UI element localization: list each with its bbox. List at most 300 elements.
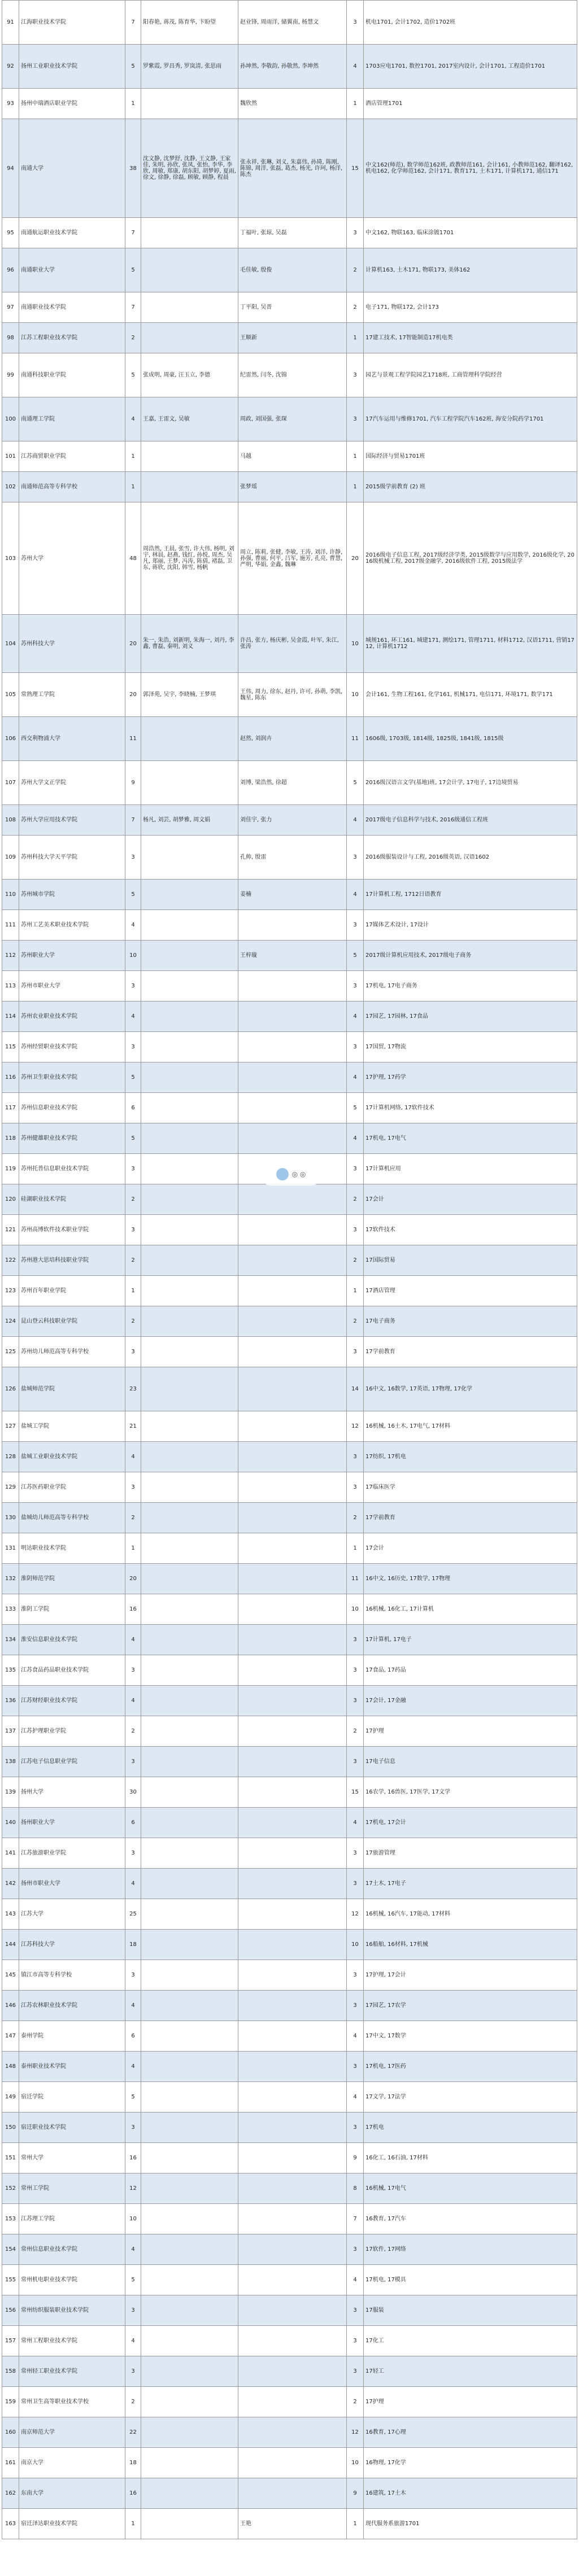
cell-students — [141, 323, 238, 353]
cell-students — [141, 1276, 238, 1306]
watermark-icon — [276, 1168, 289, 1180]
cell-count: 4 — [125, 2234, 141, 2265]
cell-school: 镇江市高等专科学校 — [19, 1960, 125, 1991]
cell-students — [141, 1930, 238, 1960]
cell-persons — [238, 2173, 347, 2204]
cell-students — [141, 1215, 238, 1245]
table-row — [2, 1564, 577, 1594]
cell-students — [141, 1184, 238, 1215]
table-row — [2, 1032, 577, 1062]
cell-persons — [238, 2417, 347, 2448]
cell-students — [141, 1245, 238, 1276]
cell-idx: 120 — [2, 1184, 19, 1215]
cell-school: 南通科技职业学院 — [19, 353, 125, 397]
cell-classes: 17学前教育 — [364, 1503, 577, 1533]
table-row — [2, 1093, 577, 1123]
table-row — [2, 1655, 577, 1686]
cell-classes: 16化工, 16石油, 17材料 — [364, 2143, 577, 2173]
cell-persons — [238, 1062, 347, 1093]
cell-persons: 丁福叶, 张琼, 吴磊 — [238, 218, 347, 248]
cell-school: 苏州大学文正学院 — [19, 761, 125, 805]
cell-idx: 130 — [2, 1503, 19, 1533]
cell-school: 西交利物浦大学 — [19, 717, 125, 761]
table-row — [2, 2417, 577, 2448]
cell-school: 淮阴工学院 — [19, 1594, 125, 1625]
cell-num2: 1 — [347, 89, 364, 119]
table-row — [2, 615, 577, 673]
cell-num2: 2 — [347, 1716, 364, 1747]
table-row — [2, 323, 577, 353]
cell-students: 周浩然, 王晨, 张雪, 许大伟, 杨明, 刘宇, 林晨, 赵燕, 钱红, 孙悦, 周杰, 吴凡, 郑丽, 王梦, 冯涛, 陈倩, 褚磊, 卫东, 蒋欣, 沈阳, 韩雪, 杨帆 — [141, 502, 238, 615]
cell-count: 5 — [125, 1062, 141, 1093]
cell-school: 硅湖职业技术学院 — [19, 1184, 125, 1215]
cell-num2: 4 — [347, 1001, 364, 1032]
cell-idx: 159 — [2, 2387, 19, 2417]
cell-count: 1 — [125, 1276, 141, 1306]
cell-num2: 3 — [347, 218, 364, 248]
watermark-glyph: ◎ ◎ — [291, 1170, 306, 1178]
cell-idx: 149 — [2, 2082, 19, 2113]
table-row — [2, 2478, 577, 2509]
cell-classes: 17中文, 17数学 — [364, 2021, 577, 2052]
cell-idx: 122 — [2, 1245, 19, 1276]
cell-persons — [238, 1655, 347, 1686]
cell-count: 3 — [125, 1032, 141, 1062]
cell-num2: 10 — [347, 1594, 364, 1625]
cell-school: 常州大学 — [19, 2143, 125, 2173]
cell-persons — [238, 1276, 347, 1306]
table-row — [2, 1930, 577, 1960]
cell-school: 江苏食品药品职业技术学院 — [19, 1655, 125, 1686]
cell-persons — [238, 1184, 347, 1215]
cell-count: 18 — [125, 2448, 141, 2478]
cell-school: 宿迁职业技术学院 — [19, 2113, 125, 2143]
cell-count: 4 — [125, 1001, 141, 1032]
cell-persons — [238, 1960, 347, 1991]
cell-count: 3 — [125, 1747, 141, 1777]
cell-persons: 张梦瑶 — [238, 472, 347, 502]
cell-school: 南通职业技术学院 — [19, 292, 125, 323]
cell-classes: 2017级计算机应用技术, 2017级电子商务 — [364, 941, 577, 971]
cell-school: 宿迁泽达职业技术学院 — [19, 2509, 125, 2539]
cell-num2: 3 — [347, 836, 364, 880]
cell-students — [141, 1808, 238, 1838]
cell-count: 16 — [125, 2478, 141, 2509]
cell-school: 苏州城市学院 — [19, 880, 125, 910]
cell-num2: 1 — [347, 2509, 364, 2539]
cell-classes: 17机电, 17电子商务 — [364, 971, 577, 1001]
cell-classes: 17软件技术 — [364, 1215, 577, 1245]
cell-count: 7 — [125, 218, 141, 248]
cell-count: 5 — [125, 248, 141, 292]
cell-idx: 146 — [2, 1991, 19, 2021]
cell-students — [141, 2326, 238, 2356]
cell-students — [141, 1899, 238, 1930]
cell-school: 南通职业大学 — [19, 248, 125, 292]
cell-classes: 17园艺, 17园林, 17食品 — [364, 1001, 577, 1032]
cell-classes: 17文学, 17法学 — [364, 2082, 577, 2113]
cell-num2: 3 — [347, 910, 364, 941]
cell-idx: 91 — [2, 1, 19, 45]
cell-num2: 10 — [347, 615, 364, 673]
cell-count: 1 — [125, 472, 141, 502]
cell-num2: 3 — [347, 971, 364, 1001]
table-row — [2, 1716, 577, 1747]
cell-school: 盐城工学院 — [19, 1411, 125, 1442]
cell-idx: 135 — [2, 1655, 19, 1686]
table-row — [2, 1686, 577, 1716]
cell-idx: 105 — [2, 673, 19, 717]
cell-persons: 姜楠 — [238, 880, 347, 910]
cell-students — [141, 2417, 238, 2448]
roster-table — [2, 0, 577, 2539]
cell-classes: 17机电, 17会计 — [364, 1808, 577, 1838]
table-row — [2, 2143, 577, 2173]
cell-classes: 17旅游管理 — [364, 1838, 577, 1869]
cell-school: 苏州托普信息职业技术学院 — [19, 1154, 125, 1184]
table-row — [2, 2082, 577, 2113]
cell-persons — [238, 1686, 347, 1716]
cell-students — [141, 2509, 238, 2539]
cell-persons — [238, 1747, 347, 1777]
cell-students — [141, 1154, 238, 1184]
table-row — [2, 836, 577, 880]
cell-school: 江苏财经职业技术学院 — [19, 1686, 125, 1716]
cell-count: 5 — [125, 1123, 141, 1154]
cell-count: 3 — [125, 971, 141, 1001]
cell-persons: 周立, 陈莉, 张健, 李敏, 王涛, 刘洋, 许静, 孙强, 曹丽, 何平, 吕军, 施芳, 孔亮, 曹慧, 严明, 华娟, 金鑫, 魏琳 — [238, 502, 347, 615]
cell-count: 4 — [125, 2052, 141, 2082]
cell-school: 江苏理工学院 — [19, 2204, 125, 2234]
cell-classes: 17会计, 17金融 — [364, 1686, 577, 1716]
table-row — [2, 2052, 577, 2082]
cell-num2: 4 — [347, 1062, 364, 1093]
cell-students — [141, 1594, 238, 1625]
table-row — [2, 1503, 577, 1533]
cell-idx: 99 — [2, 353, 19, 397]
cell-students: 朱一, 朱浩, 刘新明, 朱海一, 刘丹, 李鑫, 曹磊, 秦明, 刘义 — [141, 615, 238, 673]
cell-persons — [238, 1777, 347, 1808]
cell-idx: 148 — [2, 2052, 19, 2082]
cell-num2: 4 — [347, 2021, 364, 2052]
table-row — [2, 502, 577, 615]
cell-idx: 92 — [2, 45, 19, 89]
cell-persons — [238, 1899, 347, 1930]
cell-students — [141, 2448, 238, 2478]
cell-classes: 现代服务系旅游1701 — [364, 2509, 577, 2539]
cell-count: 9 — [125, 761, 141, 805]
cell-idx: 111 — [2, 910, 19, 941]
cell-classes: 17媒体艺术设计, 17设计 — [364, 910, 577, 941]
cell-count: 1 — [125, 441, 141, 472]
cell-idx: 102 — [2, 472, 19, 502]
cell-students — [141, 1337, 238, 1367]
cell-idx: 137 — [2, 1716, 19, 1747]
cell-idx: 126 — [2, 1367, 19, 1411]
cell-num2: 3 — [347, 1, 364, 45]
table-row — [2, 2113, 577, 2143]
cell-persons: 赵然, 刘润卉 — [238, 717, 347, 761]
cell-count: 5 — [125, 2265, 141, 2295]
table-row — [2, 441, 577, 472]
cell-idx: 107 — [2, 761, 19, 805]
cell-count: 10 — [125, 941, 141, 971]
cell-idx: 112 — [2, 941, 19, 971]
cell-persons — [238, 1367, 347, 1411]
cell-classes: 17计算机网络, 17软件技术 — [364, 1093, 577, 1123]
cell-students — [141, 836, 238, 880]
cell-count: 3 — [125, 836, 141, 880]
cell-students: 王嘉, 王雷文, 吴敏 — [141, 397, 238, 441]
cell-school: 苏州科技大学 — [19, 615, 125, 673]
cell-classes: 17护理 — [364, 1716, 577, 1747]
cell-persons — [238, 1564, 347, 1594]
cell-num2: 4 — [347, 805, 364, 836]
table-row — [2, 2265, 577, 2295]
cell-school: 苏州信息职业技术学院 — [19, 1093, 125, 1123]
cell-num2: 3 — [347, 1838, 364, 1869]
cell-classes: 中文162(师范), 数学师范162班, 政教师范161, 会计161, 小教师范162, 翻译162, 机电162, 化学师范162, 会计171, 教育171, 土木171, 计算机171, 通信171 — [364, 119, 577, 218]
cell-students — [141, 2082, 238, 2113]
cell-students — [141, 2478, 238, 2509]
table-row — [2, 1533, 577, 1564]
cell-num2: 3 — [347, 1032, 364, 1062]
table-row — [2, 971, 577, 1001]
cell-persons — [238, 1215, 347, 1245]
cell-classes: 2016级电子信息工程, 2017级经济学类, 2015级数学与应用数学, 2016级化学, 2016级机械工程, 2017级金融学, 2016级软件工程, 2015级法学 — [364, 502, 577, 615]
cell-persons: 周政, 刘国强, 张琛 — [238, 397, 347, 441]
cell-school: 苏州卫生职业技术学院 — [19, 1062, 125, 1093]
cell-count: 7 — [125, 292, 141, 323]
cell-students — [141, 2052, 238, 2082]
cell-idx: 155 — [2, 2265, 19, 2295]
cell-count: 2 — [125, 1503, 141, 1533]
cell-school: 南通航运职业技术学院 — [19, 218, 125, 248]
cell-students: 杨凡, 刘芸, 胡梦雅, 周文娟 — [141, 805, 238, 836]
cell-num2: 2 — [347, 2387, 364, 2417]
cell-idx: 119 — [2, 1154, 19, 1184]
cell-num2: 10 — [347, 673, 364, 717]
cell-idx: 136 — [2, 1686, 19, 1716]
table-row — [2, 1869, 577, 1899]
cell-classes: 16机械, 16土木, 17电气, 17材料 — [364, 1411, 577, 1442]
cell-persons — [238, 2387, 347, 2417]
cell-students — [141, 1838, 238, 1869]
table-row — [2, 218, 577, 248]
table-row — [2, 1625, 577, 1655]
cell-count: 5 — [125, 45, 141, 89]
cell-students — [141, 1533, 238, 1564]
cell-persons — [238, 2052, 347, 2082]
cell-count: 22 — [125, 2417, 141, 2448]
cell-students — [141, 910, 238, 941]
table-row — [2, 292, 577, 323]
table-row — [2, 1215, 577, 1245]
cell-num2: 4 — [347, 2082, 364, 2113]
cell-num2: 3 — [347, 1960, 364, 1991]
cell-school: 苏州大学应用技术学院 — [19, 805, 125, 836]
cell-num2: 15 — [347, 119, 364, 218]
cell-idx: 153 — [2, 2204, 19, 2234]
cell-count: 25 — [125, 1899, 141, 1930]
table-row — [2, 1960, 577, 1991]
cell-school: 东南大学 — [19, 2478, 125, 2509]
cell-school: 常州工程职业技术学院 — [19, 2326, 125, 2356]
cell-num2: 5 — [347, 1093, 364, 1123]
cell-classes: 17会计 — [364, 1184, 577, 1215]
cell-classes: 17会计 — [364, 1533, 577, 1564]
cell-persons — [238, 1594, 347, 1625]
cell-count: 5 — [125, 2082, 141, 2113]
cell-school: 江海职业技术学院 — [19, 1, 125, 45]
cell-school: 扬州工业职业技术学院 — [19, 45, 125, 89]
table-row — [2, 2448, 577, 2478]
cell-persons — [238, 2326, 347, 2356]
cell-students — [141, 1001, 238, 1032]
cell-count: 30 — [125, 1777, 141, 1808]
cell-persons — [238, 2082, 347, 2113]
cell-count: 4 — [125, 397, 141, 441]
cell-count: 10 — [125, 2204, 141, 2234]
cell-students — [141, 1716, 238, 1747]
cell-count: 4 — [125, 2326, 141, 2356]
cell-students — [141, 2173, 238, 2204]
cell-school: 苏州市职业大学 — [19, 971, 125, 1001]
cell-idx: 133 — [2, 1594, 19, 1625]
cell-count: 23 — [125, 1367, 141, 1411]
cell-classes: 17国贸, 17物流 — [364, 1032, 577, 1062]
cell-persons — [238, 1001, 347, 1032]
cell-num2: 10 — [347, 2448, 364, 2478]
cell-idx: 101 — [2, 441, 19, 472]
cell-idx: 150 — [2, 2113, 19, 2143]
cell-classes: 中文162, 物联163, 临床涂镀1701 — [364, 218, 577, 248]
cell-count: 6 — [125, 2021, 141, 2052]
cell-school: 盐城幼儿师范高等专科学校 — [19, 1503, 125, 1533]
table-row — [2, 2234, 577, 2265]
cell-num2: 15 — [347, 1777, 364, 1808]
cell-classes: 16机械, 17电气 — [364, 2173, 577, 2204]
cell-school: 苏州港大思培科技职业学院 — [19, 1245, 125, 1276]
table-row — [2, 2326, 577, 2356]
cell-count: 2 — [125, 1716, 141, 1747]
table-row — [2, 248, 577, 292]
cell-idx: 108 — [2, 805, 19, 836]
table-row — [2, 1991, 577, 2021]
cell-persons: 孔帅, 殷雷 — [238, 836, 347, 880]
cell-persons — [238, 1337, 347, 1367]
cell-classes: 17机电, 17模具 — [364, 2265, 577, 2295]
table-row — [2, 1411, 577, 1442]
cell-count: 21 — [125, 1411, 141, 1442]
cell-students — [141, 1472, 238, 1503]
cell-num2: 2 — [347, 292, 364, 323]
cell-idx: 163 — [2, 2509, 19, 2539]
cell-count: 3 — [125, 1472, 141, 1503]
cell-school: 江苏电子信息职业学院 — [19, 1747, 125, 1777]
cell-classes: 1606级, 1703级, 1814级, 1825级, 1841级, 1815级 — [364, 717, 577, 761]
cell-classes: 2016级汉语言文学(基地)班, 17会计学, 17电子, 17边境贸易 — [364, 761, 577, 805]
cell-classes: 17汽车运用与维修1701, 汽车工程学院汽车162班, 海安分院药学1701 — [364, 397, 577, 441]
cell-school: 苏州职业大学 — [19, 941, 125, 971]
cell-school: 淮安信息职业技术学院 — [19, 1625, 125, 1655]
cell-school: 泰州学院 — [19, 2021, 125, 2052]
cell-idx: 131 — [2, 1533, 19, 1564]
cell-students — [141, 1564, 238, 1594]
cell-idx: 156 — [2, 2295, 19, 2326]
cell-school: 南京师范大学 — [19, 2417, 125, 2448]
cell-students — [141, 1411, 238, 1442]
cell-school: 苏州健雄职业技术学院 — [19, 1123, 125, 1154]
cell-num2: 2 — [347, 248, 364, 292]
cell-idx: 142 — [2, 1869, 19, 1899]
table-row — [2, 941, 577, 971]
table-row — [2, 1808, 577, 1838]
cell-idx: 158 — [2, 2356, 19, 2387]
cell-school: 常州工学院 — [19, 2173, 125, 2204]
cell-school: 泰州职业技术学院 — [19, 2052, 125, 2082]
cell-count: 7 — [125, 805, 141, 836]
cell-persons — [238, 1442, 347, 1472]
cell-idx: 124 — [2, 1306, 19, 1337]
cell-num2: 5 — [347, 761, 364, 805]
table-row — [2, 1184, 577, 1215]
cell-idx: 132 — [2, 1564, 19, 1594]
cell-persons — [238, 1472, 347, 1503]
cell-num2: 10 — [347, 1930, 364, 1960]
cell-idx: 110 — [2, 880, 19, 910]
cell-count: 3 — [125, 1655, 141, 1686]
cell-count: 18 — [125, 1930, 141, 1960]
cell-students — [141, 941, 238, 971]
cell-school: 盐城师范学院 — [19, 1367, 125, 1411]
cell-persons: 魏欣然 — [238, 89, 347, 119]
cell-students — [141, 218, 238, 248]
table-row — [2, 910, 577, 941]
cell-classes: 机电1701, 会计1702, 造价1702班 — [364, 1, 577, 45]
cell-students — [141, 441, 238, 472]
table-row — [2, 1337, 577, 1367]
cell-persons — [238, 2295, 347, 2326]
cell-num2: 3 — [347, 1472, 364, 1503]
cell-students — [141, 1777, 238, 1808]
cell-school: 江苏工程职业技术学院 — [19, 323, 125, 353]
cell-classes: 计算机163, 土木171, 物联173, 美体162 — [364, 248, 577, 292]
cell-persons: 孙坤然, 李敬韵, 孙敬然, 李坤然 — [238, 45, 347, 89]
table-row — [2, 89, 577, 119]
cell-idx: 141 — [2, 1838, 19, 1869]
table-row — [2, 1899, 577, 1930]
cell-school: 常州卫生高等职业技术学校 — [19, 2387, 125, 2417]
table-row — [2, 880, 577, 910]
table-row — [2, 761, 577, 805]
cell-students — [141, 1625, 238, 1655]
table-row — [2, 2204, 577, 2234]
cell-num2: 2 — [347, 1245, 364, 1276]
table-row — [2, 717, 577, 761]
cell-idx: 95 — [2, 218, 19, 248]
cell-num2: 5 — [347, 941, 364, 971]
cell-classes: 16机械, 16化工, 17计算机 — [364, 1594, 577, 1625]
cell-students — [141, 1123, 238, 1154]
table-row — [2, 45, 577, 89]
cell-persons — [238, 1991, 347, 2021]
table-row — [2, 1838, 577, 1869]
cell-classes: 2015级学前教育 (2) 班 — [364, 472, 577, 502]
cell-persons: 丁平阳, 吴晋 — [238, 292, 347, 323]
cell-classes: 17计算机, 17电子 — [364, 1625, 577, 1655]
cell-persons: 刘佳宇, 张力 — [238, 805, 347, 836]
